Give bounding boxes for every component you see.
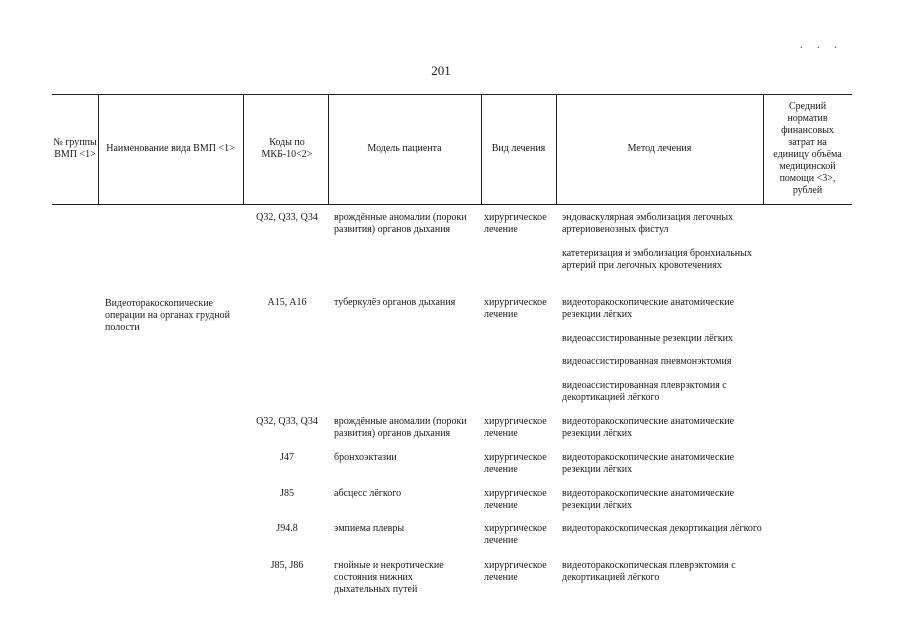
header-group-number: № группы ВМП <1> [53, 137, 97, 160]
table-row-code: J85, J86 [270, 560, 304, 571]
table-row-method: видеоассистированная плеврэктомия с декортикацией лёгкого [562, 380, 727, 403]
table-row-code: Q32, Q33, Q34 [256, 212, 318, 223]
table-row-method: видеоторакоскопические анатомические резекции лёгких [562, 452, 735, 475]
header-treatment-type: Вид лечения [491, 143, 546, 154]
page-number: 201 [431, 63, 451, 78]
table-row-treatment: хирургическое лечение [484, 452, 547, 475]
header-average-cost: Средний норматив финансовых затрат на единицу объёма медицинской помощи <3>, рублей [773, 101, 842, 196]
table-row-treatment: хирургическое лечение [484, 488, 547, 511]
table-row-treatment: хирургическое лечение [484, 560, 547, 583]
table-row-method: катетеризация и эмболизация бронхиальных артерий при легочных кровотечениях [562, 248, 752, 271]
table-header-bottom-border [52, 204, 852, 205]
header-icd-codes: Коды по МКБ-10<2> [261, 137, 313, 160]
table-row-method: видеоторакоскопические анатомические резекции лёгких [562, 416, 735, 439]
table-row-model: бронхоэктазии [334, 452, 397, 463]
table-row-code: J85 [280, 488, 294, 499]
table-row-treatment: хирургическое лечение [484, 297, 547, 320]
table-row-model: врождённые аномалии (пороки развития) органов дыхания [334, 416, 467, 439]
col-divider-6 [763, 94, 764, 204]
table-row-treatment: хирургическое лечение [484, 212, 547, 235]
table-row-model: туберкулёз органов дыхания [334, 297, 456, 308]
table-row-code: Q32, Q33, Q34 [256, 416, 318, 427]
header-treatment-method: Метод лечения [627, 143, 692, 154]
table-row-model: врождённые аномалии (пороки развития) органов дыхания [334, 212, 467, 235]
table-row-treatment: хирургическое лечение [484, 523, 547, 546]
table-row-method: видеоассистированные резекции лёгких [562, 333, 733, 344]
table-row-treatment: хирургическое лечение [484, 416, 547, 439]
header-vmp-name: Наименование вида ВМП <1> [106, 143, 235, 154]
col-divider-2 [243, 94, 244, 204]
table-row-code: A15, A16 [267, 297, 307, 308]
table-row-code: J47 [280, 452, 294, 463]
table-row-model: гнойные и некротические состояния нижних дыхательных путей [334, 560, 444, 595]
header-patient-model: Модель пациента [367, 143, 442, 154]
table-row-model: эмпиема плевры [334, 523, 405, 534]
table-row-method: видеоторакоскопические анатомические резекции лёгких [562, 488, 735, 511]
table-row-method: видеоторакоскопические анатомические резекции лёгких [562, 297, 735, 320]
table-row-method: видеоторакоскопическая плеврэктомия с декортикацией лёгкого [562, 560, 736, 583]
table-row-method: видеоторакоскопическая декортикация лёгкого [562, 523, 762, 534]
table-row-code: J94.8 [276, 523, 298, 534]
vmp-group-name: Видеоторакоскопические операции на органах грудной полости [105, 298, 231, 333]
table-row-model: абсцесс лёгкого [334, 488, 402, 499]
scan-marks: . . . [800, 40, 843, 51]
table-row-method: эндоваскулярная эмболизация легочных артериовенозных фистул [562, 212, 734, 235]
table-row-method: видеоассистированная пневмонэктомия [562, 356, 732, 367]
